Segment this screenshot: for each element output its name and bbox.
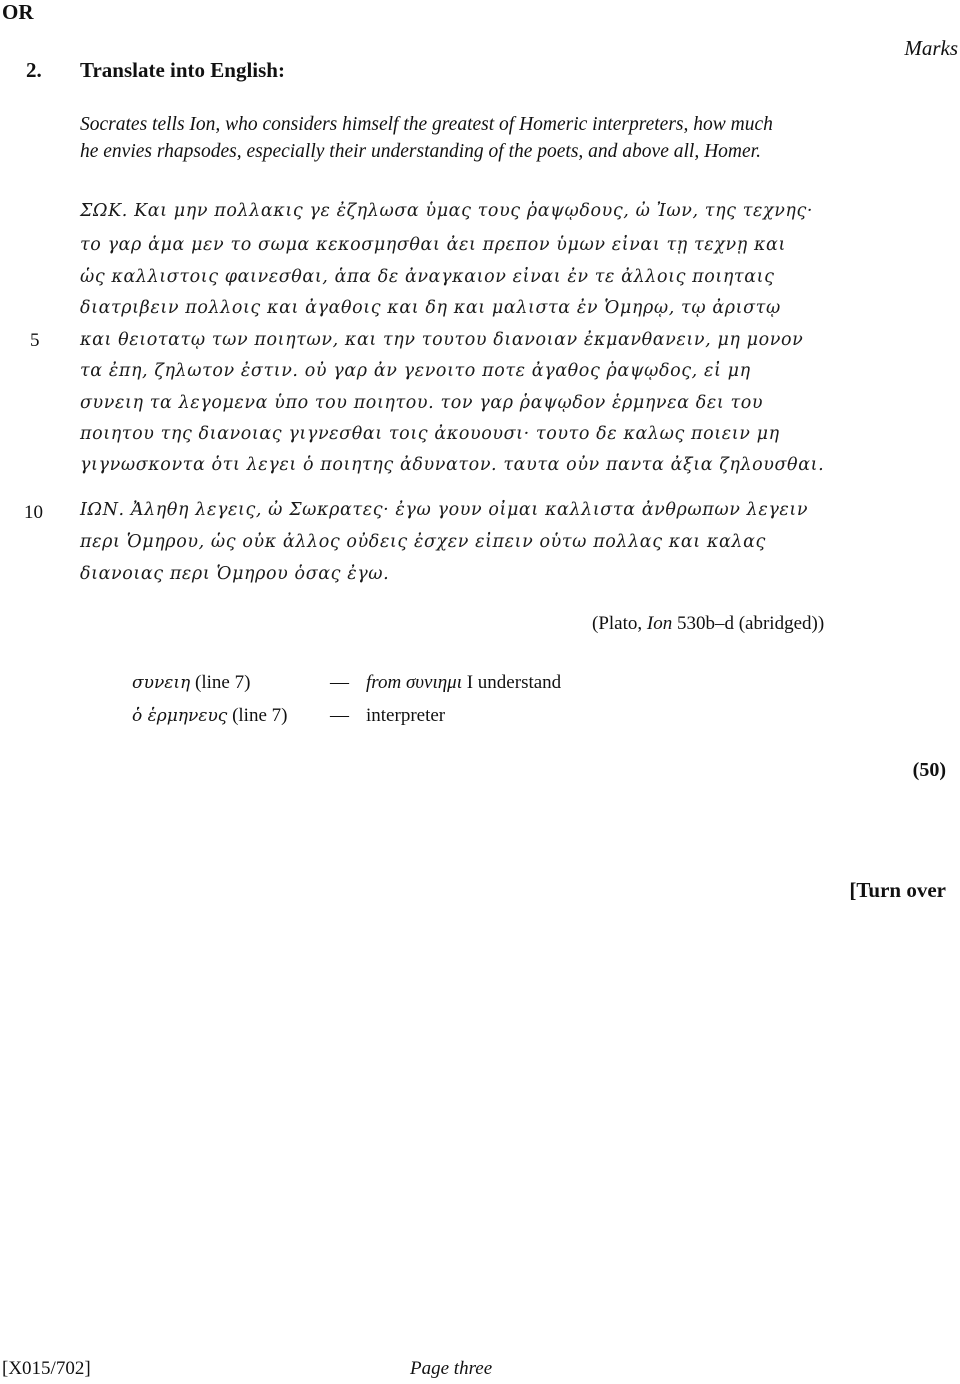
turn-over: [Turn over [849,878,946,902]
glossary-definition [366,705,445,727]
page-number: Page three [410,1358,493,1379]
citation-open: (Plato, [592,613,647,634]
glossary-definition [366,672,561,694]
citation [592,613,824,635]
line-number: 5 [30,330,40,351]
marks-value: (50) [912,759,946,781]
glossary-entry [132,672,250,694]
passage-line: το γαρ ἁμα μεν το σωμα κεκοσμησθαι ἀει πρεπον ὑμων εἰναι τῃ τεχνῃ και [80,235,786,255]
glossary-term: ὁ ἑρμηνευς [132,706,228,726]
intro-line: Socrates tells Ion, who considers himself the greatest of Homeric interpreters, how much [80,114,773,135]
passage-line: και θειοτατῳ των ποιητων, και την τουτου διανοιαν ἐκμανθανειν, μη μονον [80,330,804,350]
passage-line: διατριβειν πολλοις και ἀγαθοις και δη και μαλιστα ἐν Ὁμηρῳ, τῳ ἀριστῳ [80,298,781,318]
glossary-meaning: I understand [461,672,562,693]
glossary-term: συνειη [132,673,191,693]
glossary-line-ref: (line 7) [227,705,288,726]
glossary-dash: — [330,705,349,726]
passage-line: ΣΩΚ. Και μην πολλακις γε ἐζηλωσα ὑμας τους ῥαψῳδους, ὠ Ἰων, της τεχνης· [80,201,814,221]
passage-line: ποιητου της διανοιας γιγνεσθαι τοις ἀκουουσι· τουτο δε καλως ποιειν μη [80,424,780,444]
passage-line: ΙΩΝ. Ἀληθη λεγεις, ὠ Σωκρατες· ἐγω γουν οἰμαι καλλιστα ἀνθρωπων λεγειν [80,500,809,520]
paper-code: [X015/702] [2,1358,91,1379]
glossary-meaning: interpreter [366,705,446,726]
passage-line: συνειη τα λεγομενα ὑπο του ποιητου. τον γαρ ῥαψῳδον ἑρμηνεα δει του [80,393,764,413]
line-number: 10 [24,502,43,523]
passage-line: ὡς καλλιστοις φαινεσθαι, ἁπα δε ἀναγκαιον εἰναι ἐν τε ἀλλοις ποιηταις [80,267,775,287]
intro-line: he envies rhapsodes, especially their understanding of the poets, and above all, Homer. [80,141,761,162]
or-label: OR [2,0,34,24]
glossary-entry [132,705,287,727]
marks-label: Marks [904,36,958,60]
passage-line: γιγνωσκοντα ὁτι λεγει ὁ ποιητης ἀδυνατον. ταυτα οὐν παντα ἀξια ζηλουσθαι. [80,455,825,475]
passage-line: διανοιας περι Ὁμηρου ὁσας ἐγω. [80,564,390,584]
question-title: Translate into English: [80,58,285,82]
glossary-source: from συνιημι [366,672,462,693]
glossary-dash: — [330,672,349,693]
citation-close: 530b–d (abridged)) [672,613,825,634]
passage-line: τα ἐπη, ζηλωτον ἐστιν. οὐ γαρ ἀν γενοιτο ποτε ἀγαθος ῥαψῳδος, εἰ μη [80,361,751,381]
glossary-line-ref: (line 7) [190,672,251,693]
question-number: 2. [26,58,42,82]
passage-line: περι Ὁμηρου, ὡς οὐκ ἀλλος οὐδεις ἐσχεν εἰπειν οὑτω πολλας και καλας [80,532,766,552]
citation-work: Ion [646,613,673,634]
